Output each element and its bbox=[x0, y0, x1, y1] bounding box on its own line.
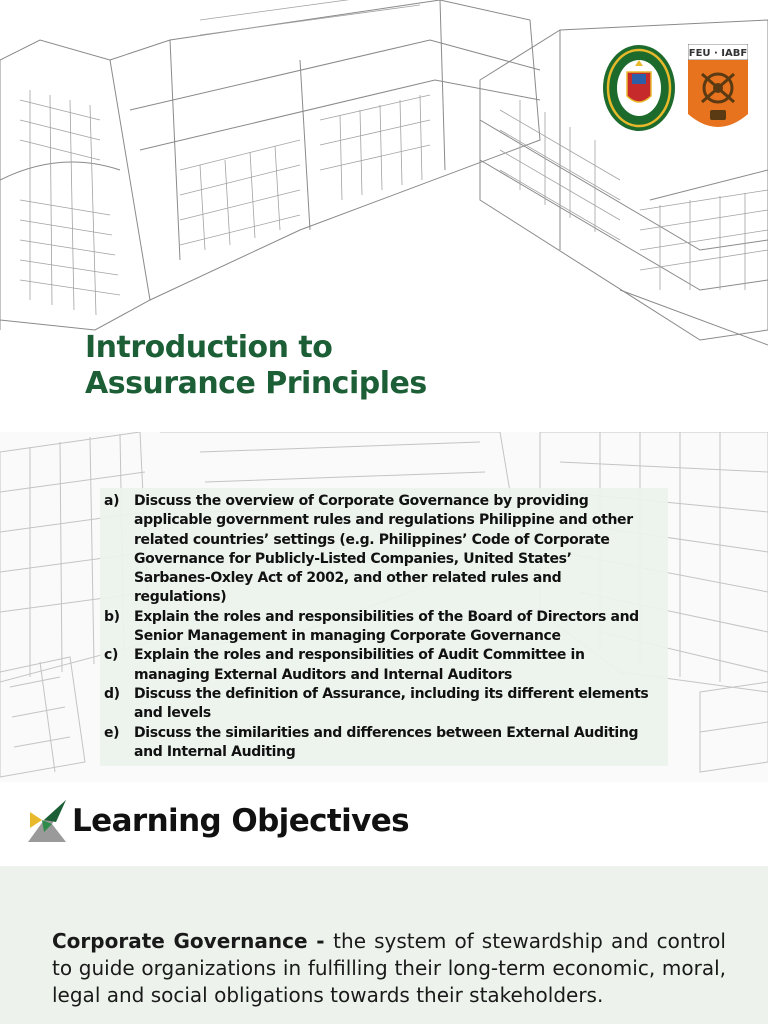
objectives-list bbox=[104, 492, 650, 762]
objectives-box bbox=[100, 488, 668, 766]
objective-text: Explain the roles and responsibilities of the Board of Directors and Senior Management in managing Corporate Governance bbox=[134, 608, 639, 645]
feu-iabf-logo bbox=[688, 44, 748, 136]
objective-letter: d) bbox=[104, 685, 120, 702]
objective-text: Discuss the definition of Assurance, including its different elements and levels bbox=[134, 685, 649, 722]
objective-text: Discuss the similarities and differences between External Auditing and Internal Auditing bbox=[134, 724, 639, 760]
objective-letter: c) bbox=[104, 647, 118, 664]
arrow-mark-icon bbox=[28, 800, 66, 842]
definition-panel bbox=[0, 866, 768, 1024]
objective-item-b bbox=[104, 608, 650, 647]
learning-objectives-heading bbox=[28, 796, 409, 846]
feu-seal-logo bbox=[602, 44, 676, 132]
objective-letter: a) bbox=[104, 493, 120, 509]
cover-hero bbox=[0, 0, 768, 430]
title-line-1: Introduction to bbox=[85, 330, 333, 365]
definition-separator: - bbox=[307, 929, 334, 953]
objective-item-d bbox=[104, 685, 650, 724]
iabf-label: FEU · IABF bbox=[688, 48, 748, 59]
objective-item-c bbox=[104, 646, 650, 685]
iabf-shield-icon bbox=[688, 44, 748, 136]
objective-letter: e) bbox=[104, 724, 120, 741]
cover-title bbox=[85, 330, 427, 402]
definition-term: Corporate Governance bbox=[52, 929, 308, 953]
objective-item-e bbox=[104, 724, 650, 763]
objective-letter: b) bbox=[104, 608, 120, 625]
objective-text: Discuss the overview of Corporate Governance by providing applicable government rules and regulations Philippine and other related countries’ settings (e.g. Philippines’ Code of Corporate Governance for Publicly-Listed Companies, United States’ Sarbanes-Oxley Act of 2002, and other related rules and regulations) bbox=[134, 493, 633, 606]
learning-objectives-title: Learning Objectives bbox=[72, 803, 410, 839]
definition-body: the system of stewardship and control to guide organizations in fulfilling their long-term economic, moral, legal and social obligations towards their stakeholders. bbox=[52, 929, 726, 1007]
objective-item-a bbox=[104, 492, 650, 608]
definition-paragraph bbox=[52, 928, 726, 1009]
title-line-2: Assurance Principles bbox=[85, 366, 427, 401]
objective-text: Explain the roles and responsibilities of Audit Committee in managing External Auditors and Internal Auditors bbox=[134, 647, 585, 683]
objectives-band bbox=[0, 432, 768, 782]
